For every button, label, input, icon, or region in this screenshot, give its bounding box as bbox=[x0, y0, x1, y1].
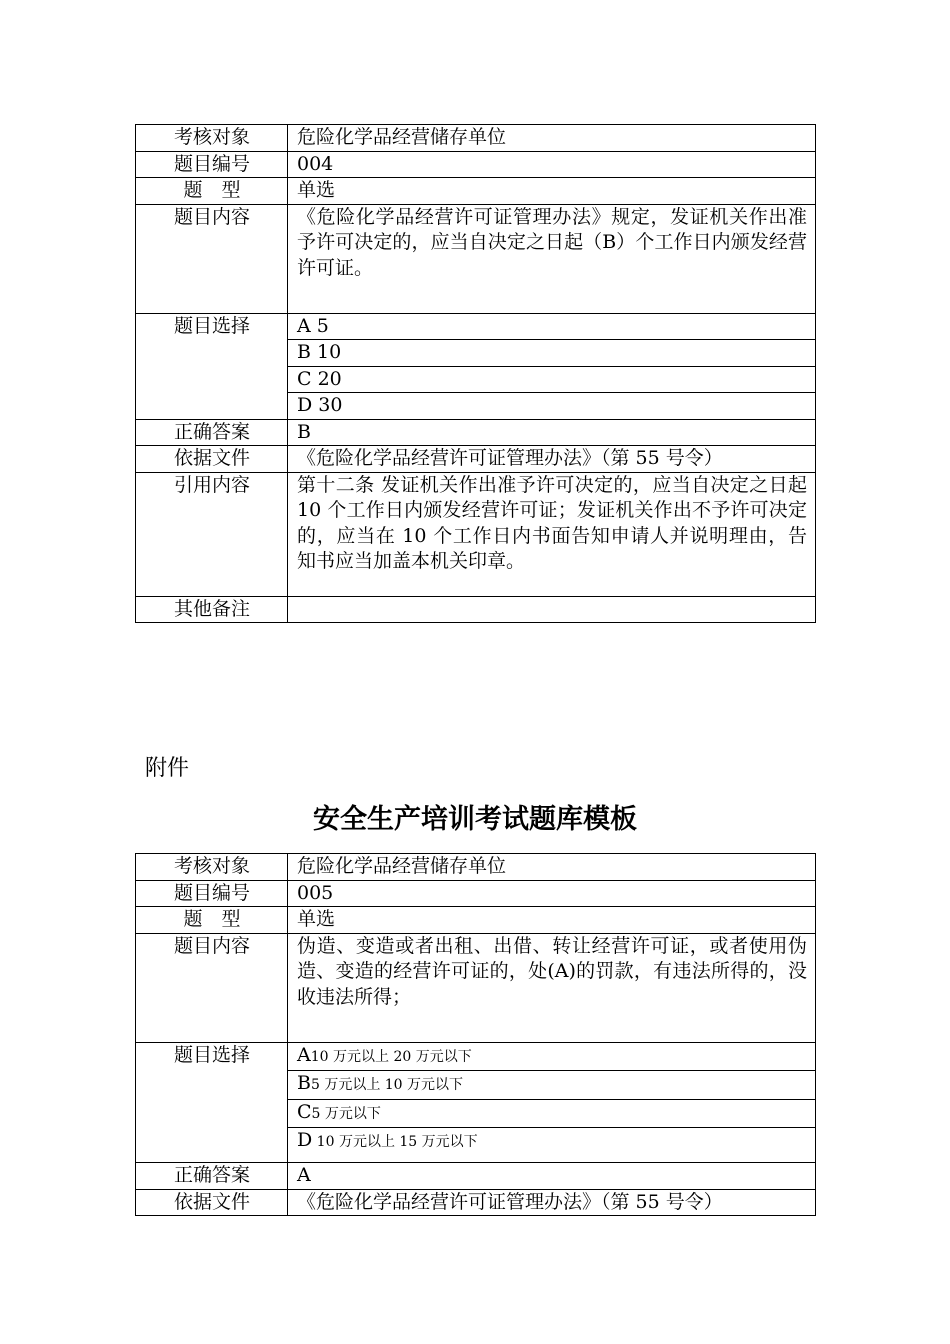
option-c bbox=[288, 1099, 816, 1128]
question-table-005 bbox=[135, 853, 816, 1216]
attachment-label: 附件 bbox=[145, 756, 190, 781]
option-b bbox=[288, 1071, 816, 1100]
value-number: 005 bbox=[288, 880, 816, 907]
value-type: 单选 bbox=[288, 907, 816, 934]
value-content: 伪造、变造或者出租、出借、转让经营许可证，或者使用伪造、变造的经营许可证的，处(A)的罚款，有违法所得的，没收违法所得； bbox=[288, 933, 816, 1042]
option-b: B 10 bbox=[288, 340, 816, 367]
option-d bbox=[288, 1128, 816, 1163]
option-a bbox=[288, 1042, 816, 1071]
label-basis: 依据文件 bbox=[136, 1189, 288, 1216]
label-object: 考核对象 bbox=[136, 854, 288, 881]
option-letter: D bbox=[297, 1129, 313, 1151]
label-type: 题 型 bbox=[136, 907, 288, 934]
label-content: 题目内容 bbox=[136, 933, 288, 1042]
label-options: 题目选择 bbox=[136, 1042, 288, 1163]
option-letter: C bbox=[297, 1100, 312, 1123]
value-object: 危险化学品经营储存单位 bbox=[288, 125, 816, 152]
option-text: 10 万元以上 20 万元以下 bbox=[310, 1048, 472, 1065]
value-content: 《危险化学品经营许可证管理办法》规定，发证机关作出准予许可决定的，应当自决定之日起（B）个工作日内颁发经营许可证。 bbox=[288, 204, 816, 313]
option-letter: B bbox=[297, 1072, 311, 1094]
option-d: D 30 bbox=[288, 393, 816, 420]
value-basis: 《危险化学品经营许可证管理办法》（第 55 号令） bbox=[288, 1189, 816, 1216]
label-number: 题目编号 bbox=[136, 880, 288, 907]
label-answer: 正确答案 bbox=[136, 1163, 288, 1190]
value-number: 004 bbox=[288, 151, 816, 178]
value-remarks bbox=[288, 596, 816, 623]
value-answer: A bbox=[288, 1163, 816, 1190]
label-options: 题目选择 bbox=[136, 313, 288, 419]
label-content: 题目内容 bbox=[136, 204, 288, 313]
value-quote: 第十二条 发证机关作出准予许可决定的，应当自决定之日起 10 个工作日内颁发经营许可证；发证机关作出不予许可决定的，应当在 10 个工作日内书面告知申请人并说明理由，告知书应当加盖本机关印章。 bbox=[288, 472, 816, 596]
label-answer: 正确答案 bbox=[136, 419, 288, 446]
option-c: C 20 bbox=[288, 366, 816, 393]
option-a: A 5 bbox=[288, 313, 816, 340]
value-answer: B bbox=[288, 419, 816, 446]
label-type: 题 型 bbox=[136, 178, 288, 205]
label-number: 题目编号 bbox=[136, 151, 288, 178]
option-letter: A bbox=[297, 1043, 311, 1066]
label-quote: 引用内容 bbox=[136, 472, 288, 596]
value-type: 单选 bbox=[288, 178, 816, 205]
label-object: 考核对象 bbox=[136, 125, 288, 152]
question-table-004 bbox=[135, 124, 816, 623]
value-object: 危险化学品经营储存单位 bbox=[288, 854, 816, 881]
option-text: 10 万元以上 15 万元以下 bbox=[312, 1134, 478, 1150]
option-text: 5 万元以下 bbox=[311, 1105, 381, 1122]
document-title: 安全生产培训考试题库模板 bbox=[313, 804, 637, 835]
label-basis: 依据文件 bbox=[136, 446, 288, 473]
value-basis: 《危险化学品经营许可证管理办法》（第 55 号令） bbox=[288, 446, 816, 473]
option-text: 5 万元以上 10 万元以下 bbox=[310, 1077, 464, 1093]
label-remarks: 其他备注 bbox=[136, 596, 288, 623]
